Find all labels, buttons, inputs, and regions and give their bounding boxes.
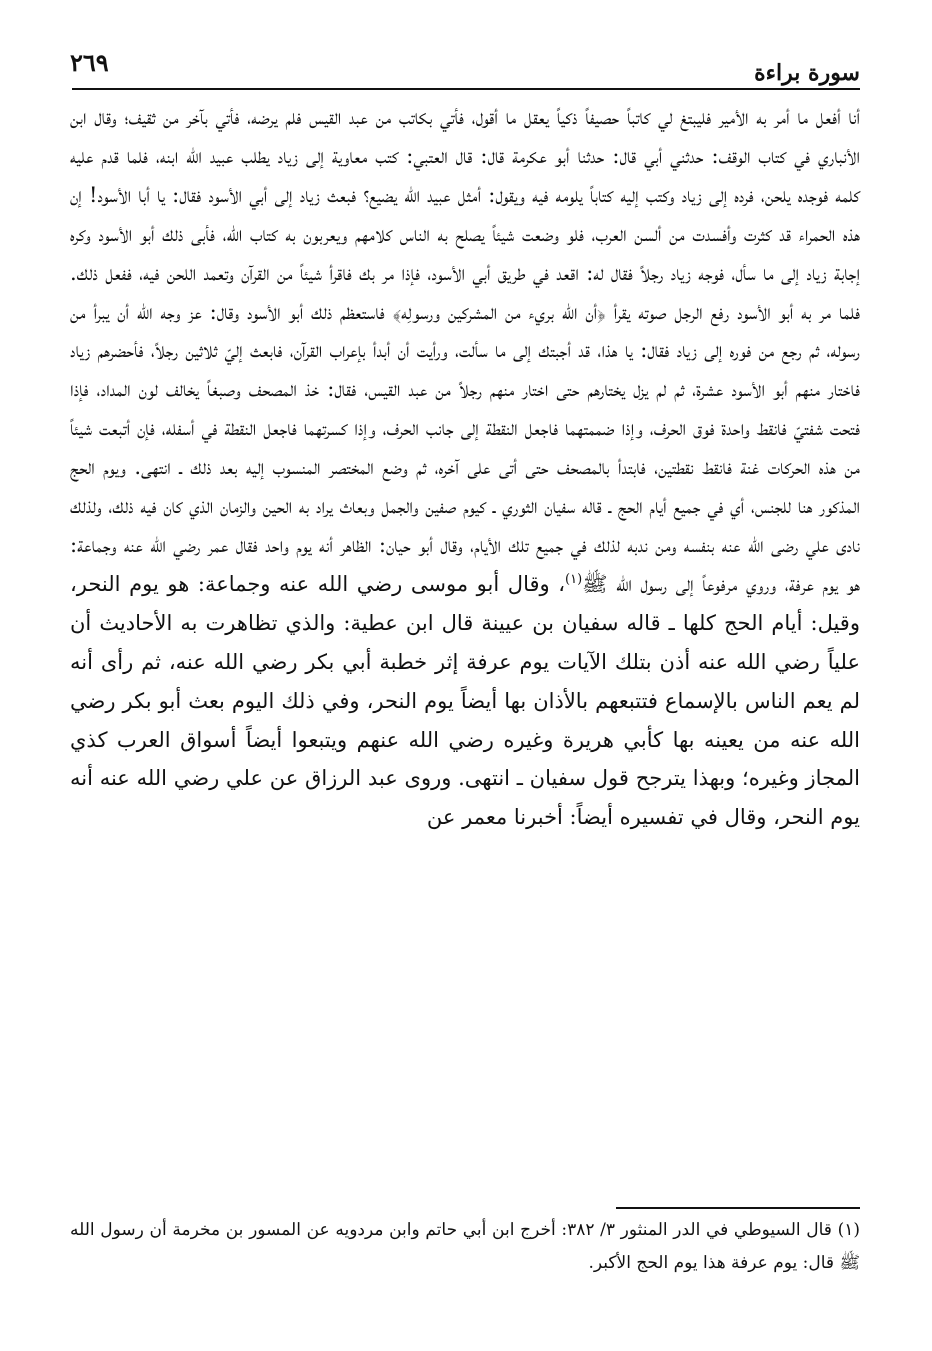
page-header: [70, 46, 860, 86]
main-paragraph: [70, 98, 860, 837]
page-number: ٢٦٩: [70, 48, 109, 77]
header-divider: [72, 88, 860, 90]
main-text: [70, 98, 860, 837]
footnotes: [70, 1214, 860, 1280]
text-part-1: أنا أفعل ما أمر به الأمير فليبتغ لي كاتباً حصيفاً ذكياً يعقل ما أقول، فأتي بكاتب من عبد القيس فلم يرضه، فأتي بآخر من ثقيف؛ وقال ابن الأنباري في كتاب الوقف: حدثني أبي قال: حدثنا أبو عكرمة قال: قال العتبي: كتب معاوية إلى زياد يطلب عبيد الله ابنه، فلما قدم عليه كلمه فوجده يلحن، فرده إلى زياد وكتب إليه كتاباً يلومه فيه ويقول: أمثل عبيد الله يضيع؟ فبعث زياد إلى أبي الأسود فقال: يا أبا الأسود! إن هذه الحمراء قد كثرت وأفسدت من ألسن العرب، فلو وضعت شيئاً يصلح به الناس كلامهم ويعربون به كتاب الله، فأبى ذلك أبو الأسود وكره إجابة زياد إلى ما سأل، فوجه زياد رجلاً فقال له: اقعد في طريق أبي الأسود، فإذا مر بك فاقرأ شيئاً من القرآن وتعمد اللحن فيه، ففعل ذلك. فلما مر به أبو الأسود رفع الرجل صوته يقرأ ﴿أن الله بريء من المشركين ورسولِه﴾ فاستعظم ذلك أبو الأسود وقال: عز وجه الله أن يبرأ من رسوله، ثم رجع من فوره إلى زياد فقال: يا هذا، قد أجبتك إلى ما سألت، ورأيت أن أبدأ بإعراب القرآن، فابعث إليّ ثلاثين رجلاً، فأحضرهم زياد فاختار منهم أبو الأسود عشرة، ثم لم يزل يختارهم حتى اختار منهم رجلاً من عبد القيس، فقال: خذ المصحف وصبغاً يخالف لون المداد، فإذا فتحت شفتيّ فانقط واحدة فوق الحرف، وإذا ضممتهما فاجعل النقطة إلى جانب الحرف، وإذا كسرتهما فاجعل النقطة في أسفله، فإن أتبعت شيئاً من هذه الحركات غنة فانقط نقطتين، فابتدأ بالمصحف حتى أتى على آخره، ثم وضع المختصر المنسوب إليه بعد ذلك ـ انتهى. ويوم الحج المذكور هنا للجنس، أي في جميع أيام الحج ـ قاله سفيان الثوري ـ كيوم صفين والجمل وبعاث يراد به الحين والزمان الذي كان فيه ذلك، ولذلك نادى علي رضى الله عنه بنفسه ومن ندبه لذلك في جميع تلك الأيام، وقال أبو حيان: الظاهر أنه يوم واحد فقال عمر رضي الله عنه وجماعة: هو يوم عرفة، وروي مرفوعاً إلى رسول الله ﷺ: [70, 105, 860, 596]
text-part-2: ، وقال أبو موسى رضي الله عنه وجماعة: هو يوم النحر، وقيل: أيام الحج كلها ـ قاله سفيان بن عيينة قال ابن عطية: والذي تظاهرت به الأحاديث أن علياً رضي الله عنه أذن بتلك الآيات يوم عرفة إثر خطبة أبي بكر رضي الله عنه، ثم رأى أنه لم يعم الناس بالإسماع فتتبعهم بالأذان بها أيضاً يوم النحر، وفي ذلك اليوم بعث أبو بكر رضي الله عنه من يعينه بها كأبي هريرة وغيره رضي الله عنهم ويتبعوا أيضاً أسواق العرب كذي المجاز وغيره؛ وبهذا يترجح قول سفيان ـ انتهى. وروى عبد الرزاق عن علي رضي الله عنه أنه يوم النحر، وقال في تفسيره أيضاً: أخبرنا معمر عن: [70, 571, 860, 830]
footnote-number: (١): [837, 1220, 861, 1240]
footnote-divider: [616, 1207, 860, 1209]
footnote-reference[interactable]: (١): [565, 571, 583, 587]
surah-title: سورة براءة: [754, 60, 860, 86]
footnote-text: قال السيوطي في الدر المنثور ٣/ ٣٨٢: أخرج ابن أبي حاتم وابن مردويه عن المسور بن مخرمة أن رسول الله ﷺ قال: يوم عرفة هذا يوم الحج الأكبر.: [70, 1220, 860, 1273]
footnote-item: [70, 1214, 860, 1280]
